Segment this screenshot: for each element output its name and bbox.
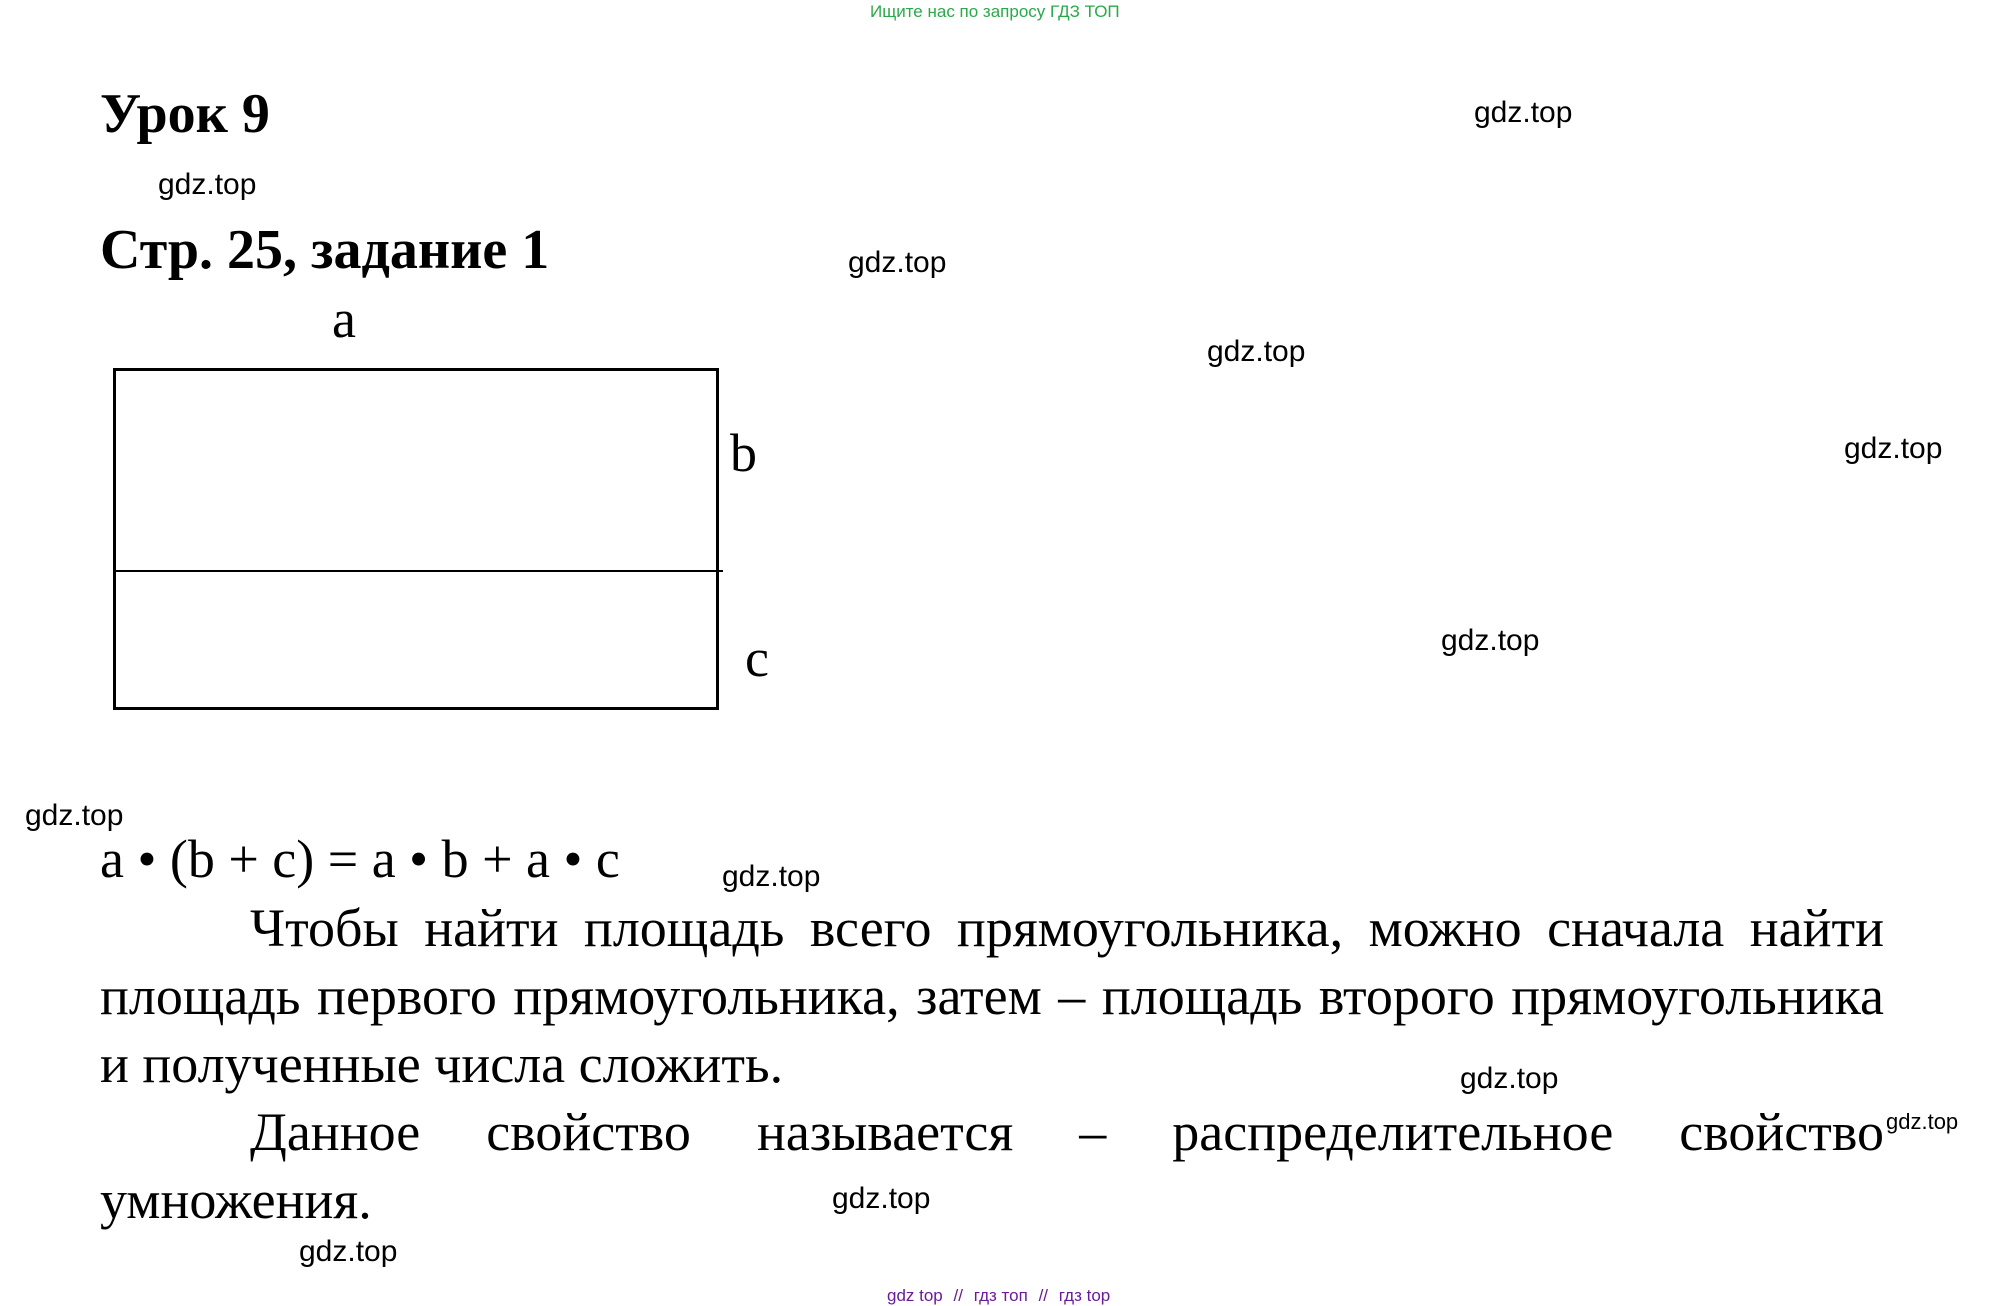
watermark: gdz.top — [1886, 1109, 1959, 1134]
label-a: a — [332, 289, 356, 349]
watermark: gdz.top — [832, 1182, 931, 1215]
footer-link-gdz-top-ru[interactable]: гдз топ — [973, 1286, 1028, 1305]
search-hint-link[interactable]: Ищите нас по запросу ГДЗ ТОП — [870, 2, 1120, 21]
label-c: c — [745, 628, 769, 688]
watermark: gdz.top — [1844, 432, 1943, 465]
watermark: gdz.top — [1460, 1062, 1559, 1095]
paragraph-property: Данное свойство называется – распределительное свойство умножения. — [100, 1102, 1884, 1230]
task-title: Стр. 25, задание 1 — [100, 219, 550, 281]
outer-rectangle — [113, 368, 719, 710]
lesson-title: Урок 9 — [100, 83, 270, 145]
watermark: gdz.top — [299, 1235, 398, 1268]
watermark: gdz.top — [722, 860, 821, 893]
watermark: gdz.top — [1441, 624, 1540, 657]
distributive-formula: a • (b + c) = a • b + a • c — [100, 829, 620, 889]
watermark: gdz.top — [1207, 335, 1306, 368]
footer-link-gdz-top-mixed[interactable]: гдз top — [1058, 1286, 1111, 1305]
footer-links — [887, 1286, 1110, 1306]
footer-separator: // — [953, 1286, 963, 1305]
watermark: gdz.top — [848, 246, 947, 279]
divider-line — [113, 570, 723, 572]
footer-separator: // — [1038, 1286, 1049, 1305]
watermark: gdz.top — [25, 799, 124, 832]
label-b: b — [730, 423, 757, 483]
watermark: gdz.top — [158, 168, 257, 201]
footer-link-gdz-top[interactable]: gdz top — [887, 1286, 943, 1305]
paragraph-explanation: Чтобы найти площадь всего прямоугольника, можно сначала найти площадь первого прямоугольника, затем – площадь второго прямоугольника и полученные числа сложить. — [100, 898, 1884, 1094]
watermark: gdz.top — [1474, 96, 1573, 129]
